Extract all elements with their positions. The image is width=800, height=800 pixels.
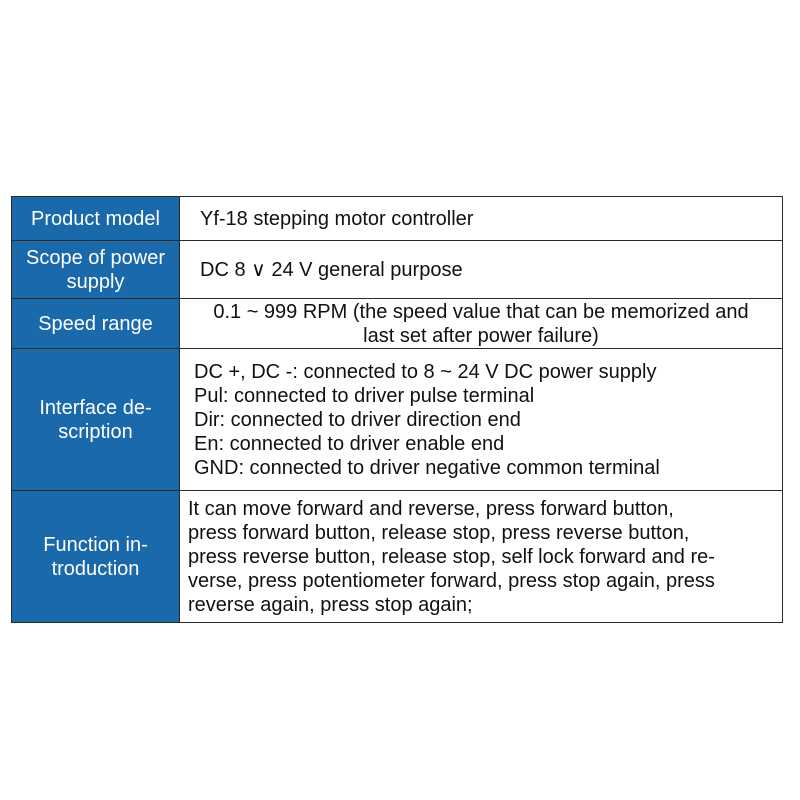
row-function-introduction [12,491,783,623]
spec-table [11,196,783,623]
interface-line-3: Dir: connected to driver direction end [194,408,521,431]
interface-line-5: GND: connected to driver negative common terminal [194,456,660,479]
label-interface-line-1: Interface de- [39,396,152,419]
value-product-model: Yf-18 stepping motor controller [180,197,783,241]
row-power-supply [12,241,783,299]
interface-line-2: Pul: connected to driver pulse terminal [194,384,535,407]
label-product-model: Product model [12,197,180,241]
function-line-2: press forward button, release stop, press reverse button, [188,521,690,544]
value-power-supply: DC 8 ∨ 24 V general purpose [180,241,783,299]
function-line-5: reverse again, press stop again; [188,593,473,616]
label-interface-description [12,349,180,491]
label-function-line-2: troduction [51,557,140,580]
interface-line-1: DC +, DC -: connected to 8 ~ 24 V DC power supply [194,360,657,383]
function-line-4: verse, press potentiometer forward, press stop again, press [188,569,715,592]
label-function-introduction [12,491,180,623]
function-line-3: press reverse button, release stop, self lock forward and re- [188,545,715,568]
interface-line-4: En: connected to driver enable end [194,432,505,455]
label-function-line-1: Function in- [43,533,148,556]
value-speed-range [180,299,783,349]
speed-range-line-1: 0.1 ~ 999 RPM (the speed value that can be memorized and [213,300,749,323]
value-function-introduction [180,491,783,623]
row-product-model [12,197,783,241]
row-speed-range [12,299,783,349]
speed-range-line-2: last set after power failure) [363,324,599,347]
function-line-1: It can move forward and reverse, press forward button, [188,497,674,520]
label-speed-range: Speed range [12,299,180,349]
label-power-supply-line-1: Scope of power [26,246,165,269]
label-interface-line-2: scription [58,420,133,443]
value-interface-description [180,349,783,491]
row-interface-description [12,349,783,491]
label-power-supply-line-2: supply [66,270,125,293]
label-power-supply [12,241,180,299]
